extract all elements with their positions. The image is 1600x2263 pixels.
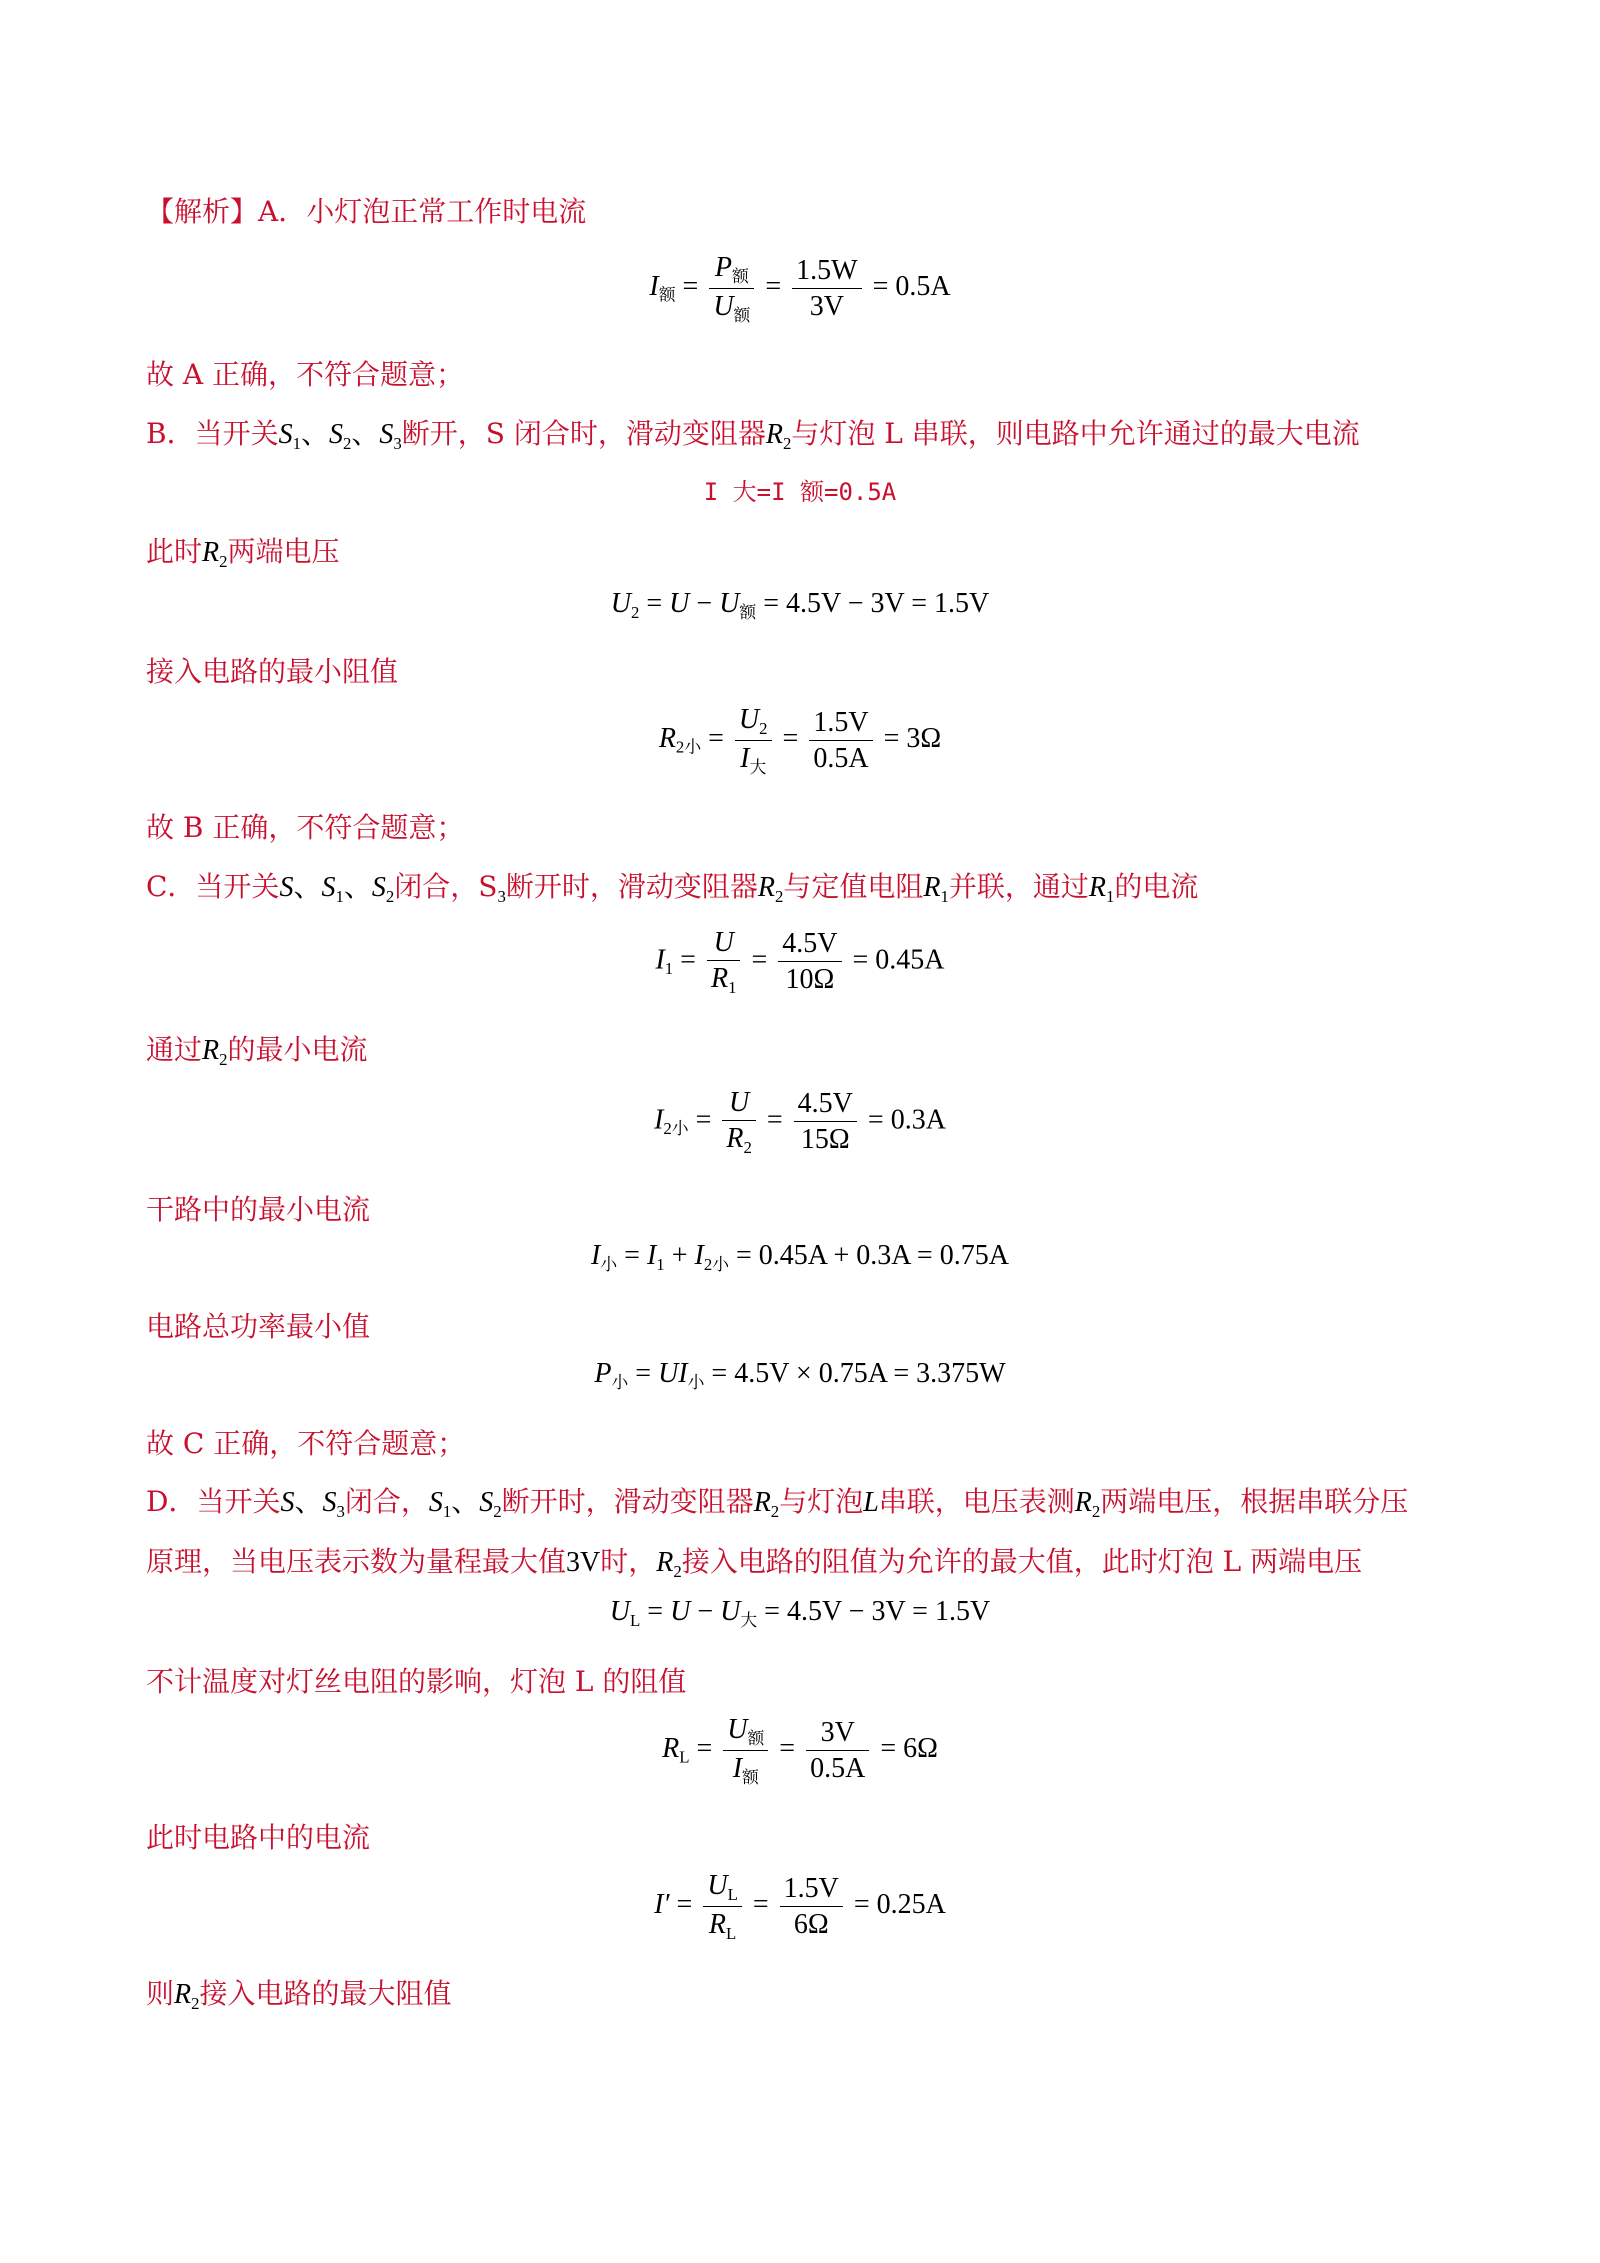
part-d-line-2: 原理，当电压表示数为量程最大值3V时，$R_2$接入电路的阻值为允许的最大值，此时灯泡 L 两端电压 <box>146 1545 1363 1581</box>
equation-1: $I_额$ = $\frac{P_额}{U_额}$ = $\frac{1.5W}{3V}$ = 0.5A <box>649 252 951 325</box>
part-c-intro: C．当开关S、$S_1$、$S_2$闭合，$S_3$断开时，滑动变阻器$R_2$与定值电阻$R_1$并联，通过$R_1$的电流 <box>146 870 1199 906</box>
part-c-min-power-label: 电路总功率最小值 <box>146 1310 371 1343</box>
part-b-min-r-label: 接入电路的最小阻值 <box>146 655 399 688</box>
equation-5: $I_{2小}$ = $\frac{U}{R_2}$ = $\frac{4.5V}{15\Omega}$ = 0.3A <box>654 1087 946 1157</box>
part-b-conclusion: 故 B 正确，不符合题意； <box>146 811 465 844</box>
part-d-max-r-label: 则$R_2$接入电路的最大阻值 <box>146 1977 452 2013</box>
part-b-intro: B．当开关$S_1$、$S_2$、$S_3$断开，S 闭合时，滑动变阻器$R_2$与灯泡 L 串联，则电路中允许通过的最大电流 <box>146 417 1360 453</box>
part-d-intro: D．当开关S、$S_3$闭合，$S_1$、$S_2$断开时，滑动变阻器$R_2$与灯泡L串联，电压表测$R_2$两端电压，根据串联分压 <box>146 1485 1409 1521</box>
part-d-current-label: 此时电路中的电流 <box>146 1821 371 1854</box>
equation-6: $I_小 = I_1 + I_{2小} = 0.45A + 0.3A = 0.75A$ <box>591 1240 1009 1274</box>
part-a-label: A．小灯泡正常工作时电流 <box>258 195 587 228</box>
part-c-total-current-label: 干路中的最小电流 <box>146 1193 371 1226</box>
part-b-voltage-label: 此时$R_2$两端电压 <box>146 535 340 571</box>
equation-4: $I_1$ = $\frac{U}{R_1}$ = $\frac{4.5V}{10\Omega}$ = 0.45A <box>655 927 945 997</box>
equation-10: I′ = $\frac{U_L}{R_L}$ = $\frac{1.5V}{6\Omega}$ = 0.25A <box>654 1870 946 1943</box>
analysis-bracket: 【解析】 <box>146 195 259 228</box>
equation-8: $U_L = U - U_大 = 4.5V - 3V = 1.5V$ <box>609 1596 991 1630</box>
part-c-r2-label: 通过$R_2$的最小电流 <box>146 1033 368 1069</box>
part-a-conclusion: 故 A 正确，不符合题意； <box>146 358 465 391</box>
intro-line <box>146 190 586 230</box>
part-d-rl-label: 不计温度对灯丝电阻的影响，灯泡 L 的阻值 <box>146 1665 687 1698</box>
equation-2: $U_2 = U - U_额 = 4.5V - 3V = 1.5V$ <box>610 588 990 622</box>
part-c-conclusion: 故 C 正确，不符合题意； <box>146 1427 466 1460</box>
equation-9: $R_L$ = $\frac{U_额}{I_额}$ = $\frac{3V}{0.5A}$ = 6Ω <box>662 1714 938 1787</box>
equation-7: $P_小 = UI_小 = 4.5V \times 0.75A = 3.375W$ <box>594 1358 1006 1392</box>
equation-b-current: I 大=I 额=0.5A <box>703 478 897 506</box>
equation-3: $R_{2小}$ = $\frac{U_2}{I_大}$ = $\frac{1.5V}{0.5A}$ = 3Ω <box>658 704 942 777</box>
